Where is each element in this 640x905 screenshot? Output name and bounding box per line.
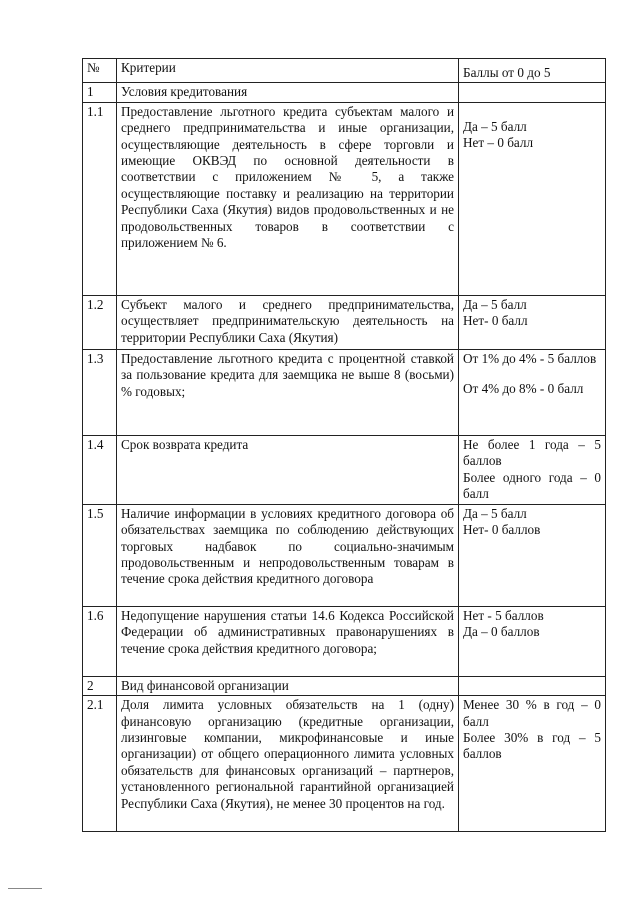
criteria-table — [82, 58, 606, 832]
section-title: Условия кредитования — [117, 83, 459, 102]
row-num: 1 — [83, 83, 117, 102]
score-option: От 1% до 4% - 5 баллов — [463, 350, 597, 366]
score-cell — [459, 504, 606, 606]
score-option: Да – 5 балл — [463, 118, 527, 134]
score-cell — [459, 295, 606, 349]
score-option: Более 30% в год – 5 баллов — [463, 730, 601, 762]
criterion-text: Предоставление льготного кредита субъектам малого и среднего предпринимательства и иные организации, осуществляющие деятельность в сфере торговли и имеющие ОКВЭД по основной деятельности в соответствии с приложением № 5, а также осуществляющие поставку и реализацию на территории Республики Саха (Якутия) видов продовольственных и не продовольственных товаров в соответствии с приложением № 6. — [117, 102, 459, 295]
score-option: Нет- 0 балл — [463, 313, 528, 329]
criterion-text: Предоставление льготного кредита с процентной ставкой за пользование кредита для заемщика не выше 8 (восьми) % годовых; — [117, 349, 459, 435]
score-option: Не более 1 года – 5 баллов — [463, 436, 601, 469]
score-option: Да – 5 балл — [463, 296, 527, 312]
score-cell — [459, 349, 606, 435]
table-row — [83, 295, 606, 349]
score-option: Нет - 5 баллов — [463, 607, 544, 623]
table-row — [83, 435, 606, 504]
table-row — [83, 696, 606, 832]
section-score-cell — [459, 676, 606, 695]
score-option: Да – 0 баллов — [463, 624, 540, 640]
row-num: 2 — [83, 676, 117, 695]
criterion-text: Субъект малого и среднего предпринимательства, осуществляет предпринимательскую деятельность на территории Республики Саха (Якутия) — [117, 295, 459, 349]
criterion-text: Срок возврата кредита — [117, 435, 459, 504]
row-num: 1.6 — [83, 606, 117, 676]
score-option: Нет- 0 баллов — [463, 522, 541, 538]
score-cell — [459, 696, 606, 832]
criterion-text: Наличие информации в условиях кредитного договора об обязательствах заемщика по соблюдению действующих торговых надбавок по социально-значимым продовольственным и непродовольственным товарам в течение срока действия кредитного договора — [117, 504, 459, 606]
table-row — [83, 102, 606, 295]
section-row — [83, 83, 606, 102]
section-row — [83, 676, 606, 695]
row-num: 1.1 — [83, 102, 117, 295]
score-cell — [459, 606, 606, 676]
section-score-cell — [459, 83, 606, 102]
header-score: Баллы от 0 до 5 — [459, 59, 606, 83]
score-option: От 4% до 8% - 0 балл — [463, 381, 584, 397]
section-title: Вид финансовой организации — [117, 676, 459, 695]
scan-edge-mark — [8, 888, 42, 889]
score-cell — [459, 435, 606, 504]
row-num: 1.5 — [83, 504, 117, 606]
score-option: Да – 5 балл — [463, 505, 527, 521]
table-header-row — [83, 59, 606, 83]
row-num: 1.2 — [83, 295, 117, 349]
header-criteria: Критерии — [117, 59, 459, 83]
score-option: Более одного года – 0 балл — [463, 469, 601, 502]
score-option: Менее 30 % в год – 0 балл — [463, 697, 601, 729]
row-num: 2.1 — [83, 696, 117, 832]
criterion-text: Недопущение нарушения статьи 14.6 Кодекса Российской Федерации об административных правонарушениях в течение срока действия кредитного договора; — [117, 606, 459, 676]
criterion-text: Доля лимита условных обязательств на 1 (одну) финансовую организацию (кредитные организации, лизинговые компании, микрофинансовые и иные организации) от общего операционного лимита условных обязательств для финансовых организаций – партнеров, установленного региональной гарантийной организацией Республики Саха (Якутия), не менее 30 процентов на год. — [117, 696, 459, 832]
table-row — [83, 349, 606, 435]
table-row — [83, 606, 606, 676]
header-num: № — [83, 59, 117, 83]
score-option: Нет – 0 балл — [463, 135, 534, 151]
row-num: 1.3 — [83, 349, 117, 435]
table-row — [83, 504, 606, 606]
row-num: 1.4 — [83, 435, 117, 504]
score-cell — [459, 102, 606, 295]
